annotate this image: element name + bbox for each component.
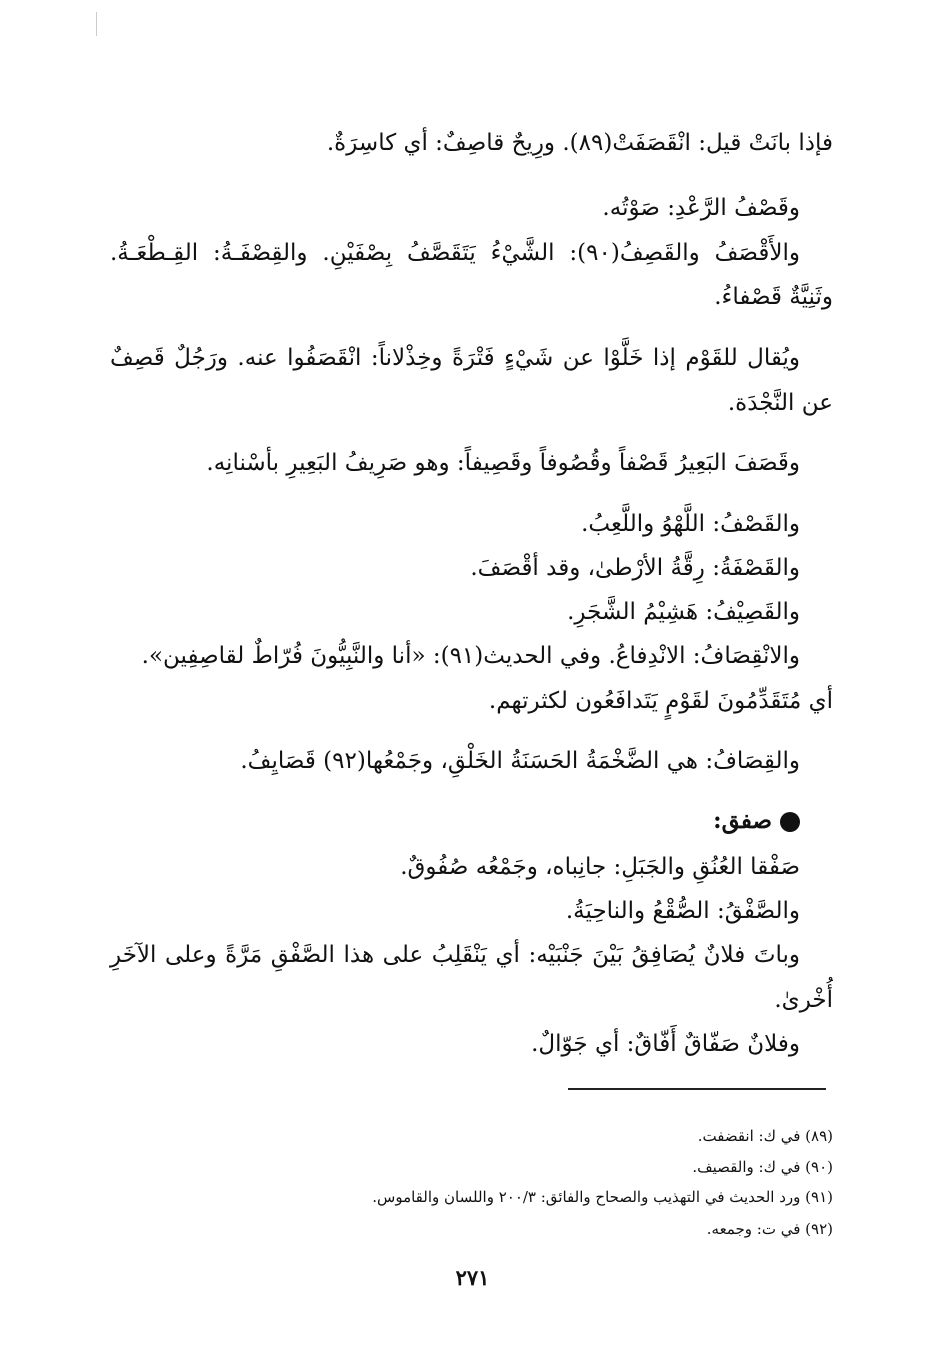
text-line: وثَنِيَّةٌ قَصْفاءُ. (714, 284, 833, 310)
text-line: عن النَّجْدَة. (727, 390, 833, 416)
text-line: والقَصْفُ: اللَّهْوُ واللَّعِبُ. (581, 511, 800, 537)
text-line: ويُقال للقَوْم إذا خَلَّوْا عن شَيْءٍ فَتْرَةً وخِذْلاناً: انْقَصَفُوا عنه. ورَجُلٌ قَصِفٌ (110, 345, 800, 371)
text-line: والصَّفْقُ: الصُّقْعُ والناحِيَةُ. (565, 898, 800, 924)
text-line: أي مُتَقَدِّمُونَ لقَوْمٍ يَتَدافَعُون لكثرتهم. (488, 688, 833, 714)
text-line: وقَصَفَ البَعِيرُ قَصْفاً وقُصُوفاً وقَصِيفاً: وهو صَرِيفُ البَعِيرِ بأسْنانِه. (206, 450, 800, 476)
footnote: (٨٩) في ك: انقضفت. (697, 1127, 833, 1145)
text-line: صَفْقا العُنُقِ والجَبَلِ: جانِباه، وجَمْعُه صُفُوقٌ. (400, 854, 800, 880)
footnote: (٩٠) في ك: والقصيف. (692, 1158, 833, 1176)
footnote: (٩١) ورد الحديث في التهذيب والصحاح والفائق: ٢٠٠/٣ واللسان والقاموس. (372, 1188, 833, 1206)
text-line: والقَصِيْفُ: هَشِيْمُ الشَّجَرِ. (567, 599, 800, 625)
entry-heading (713, 806, 800, 836)
text-line: وباتَ فلانٌ يُصَافِقُ بَيْنَ جَنْبَيْه: أي يَنْقَلِبُ على هذا الصَّفْقِ مَرَّةً وعلى الآخَرِ (110, 942, 800, 968)
margin-mark (96, 12, 97, 36)
text-line: والقَصْفَةُ: رِقَّةُ الأرْطىٰ، وقد أقْصَفَ. (470, 555, 800, 581)
text-line: والقِصَافُ: هي الضَّخْمَةُ الحَسَنَةُ الخَلْقِ، وجَمْعُها(٩٢) قَصَايِفُ. (240, 748, 800, 774)
bullet-icon (780, 812, 800, 832)
text-line: والأَقْصَفُ والقَصِفُ(٩٠): الشَّيْءُ يَتَقَصَّفُ بِصْفَيْنِ. والقِصْفَـةُ: القِـطْعَـةُ. (110, 240, 800, 266)
text-line: فإذا بانَتْ قيل: انْقَصَفَتْ(٨٩). ورِيحٌ قاصِفٌ: أي كاسِرَةٌ. (326, 130, 833, 156)
page-number: ٢٧١ (455, 1265, 490, 1290)
text-line: وقَصْفُ الرَّعْدِ: صَوْتُه. (602, 195, 800, 221)
text-line: أُخْرىٰ. (774, 987, 833, 1013)
entry-heading-label: صفق: (713, 807, 772, 834)
text-line: والانْقِصَافُ: الانْدِفاعُ. وفي الحديث(٩١): «أنا والنَّبِيُّونَ فُرّاطٌ لقاصِفِين». (141, 643, 800, 669)
footnote: (٩٢) في ت: وجمعه. (706, 1220, 833, 1238)
footnote-separator (568, 1088, 826, 1090)
text-line: وفلانٌ صَفّاقٌ أَفّاقٌ: أي جَوّالٌ. (531, 1031, 800, 1057)
